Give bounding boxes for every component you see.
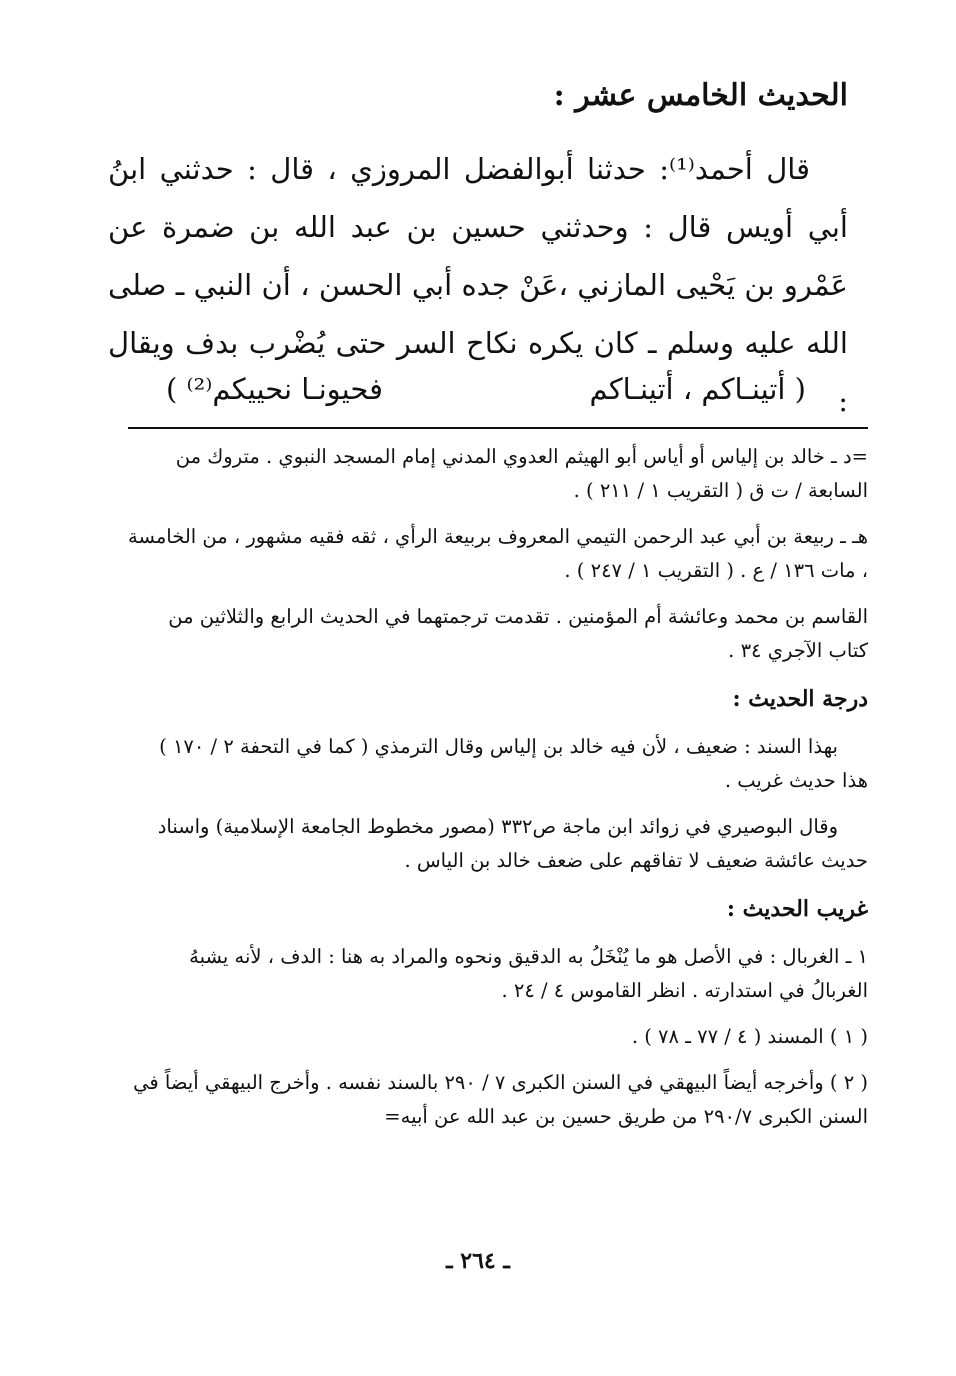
- poem-hemistich-1: ( أتينـاكم ، أتينـاكم: [589, 372, 806, 406]
- poem-verse: [166, 372, 806, 406]
- grade-paragraph-1: بهذا السند : ضعيف ، لأن فيه خالد بن إلياس وقال الترمذي ( كما في التحفة ٢ / ١٧٠ ) هذا حديث غريب .: [159, 735, 868, 792]
- notes-section: [128, 440, 868, 1146]
- gharib-item-1: ١ ـ الغربال : في الأصل هو ما يُنْخَلُ به الدقيق ونحوه والمراد به هنا : الدف ، لأنه يشبهُ الغربالُ في استدارته . انظر القاموس ٤ / ٢٤ .: [189, 945, 868, 1002]
- footnote-separator: [128, 427, 868, 429]
- grade-heading: درجة الحديث :: [732, 686, 868, 712]
- footnote-2: ( ٢ ) وأخرجه أيضاً البيهقي في السنن الكبرى ٧ / ٢٩٠ بالسند نفسه . وأخرج البيهقي أيضاً في السنن الكبرى ٢٩٠/٧ من طريق حسين بن عبد الله عن أبيه=: [133, 1071, 868, 1128]
- grade-paragraph-2: وقال البوصيري في زوائد ابن ماجة ص٣٣٢ (مصور مخطوط الجامعة الإسلامية) واسناد حديث عائشة ضعيف لا تفاقهم على ضعف خالد بن الياس .: [157, 815, 868, 872]
- note-h: هـ ـ ربيعة بن أبي عبد الرحمن التيمي المعروف بربيعة الرأي ، ثقه فقيه مشهور ، من الخامسة ، مات ١٣٦ / ع . ( التقريب ١ / ٢٤٧ ) .: [128, 525, 868, 582]
- footnote-1: ( ١ ) المسند ( ٤ / ٧٧ ـ ٧٨ ) .: [631, 1025, 868, 1048]
- poem-hemistich-2: فحيونـا نحييكم⁽²⁾ ): [166, 372, 383, 406]
- gharib-heading: غريب الحديث :: [726, 896, 868, 922]
- page-number: ـ ٢٦٤ ـ: [446, 1248, 510, 1274]
- note-d: =د ـ خالد بن إلياس أو أياس أبو الهيثم العدوي المدني إمام المسجد النبوي . متروك من السابعة / ت ق ( التقريب ١ / ٢١١ ) .: [175, 445, 868, 502]
- hadith-heading: الحديث الخامس عشر :: [553, 78, 848, 113]
- hadith-paragraph: قال أحمد⁽¹⁾: حدثنا أبوالفضل المروزي ، قال : حدثني ابنُ أبي أويس قال : وحدثني حسين بن عبد الله بن ضمرة عن عَمْرو بن يَحْيى المازني ،عَنْ جده أبي الحسن ، أن النبي ـ صلى الله عليه وسلم ـ كان يكره نكاح السر حتى يُضْرب بدف ويقال :: [108, 152, 848, 418]
- note-qasim: القاسم بن محمد وعائشة أم المؤمنين . تقدمت ترجمتهما في الحديث الرابع والثلاثين من كتاب الآجري ٣٤ .: [168, 605, 868, 662]
